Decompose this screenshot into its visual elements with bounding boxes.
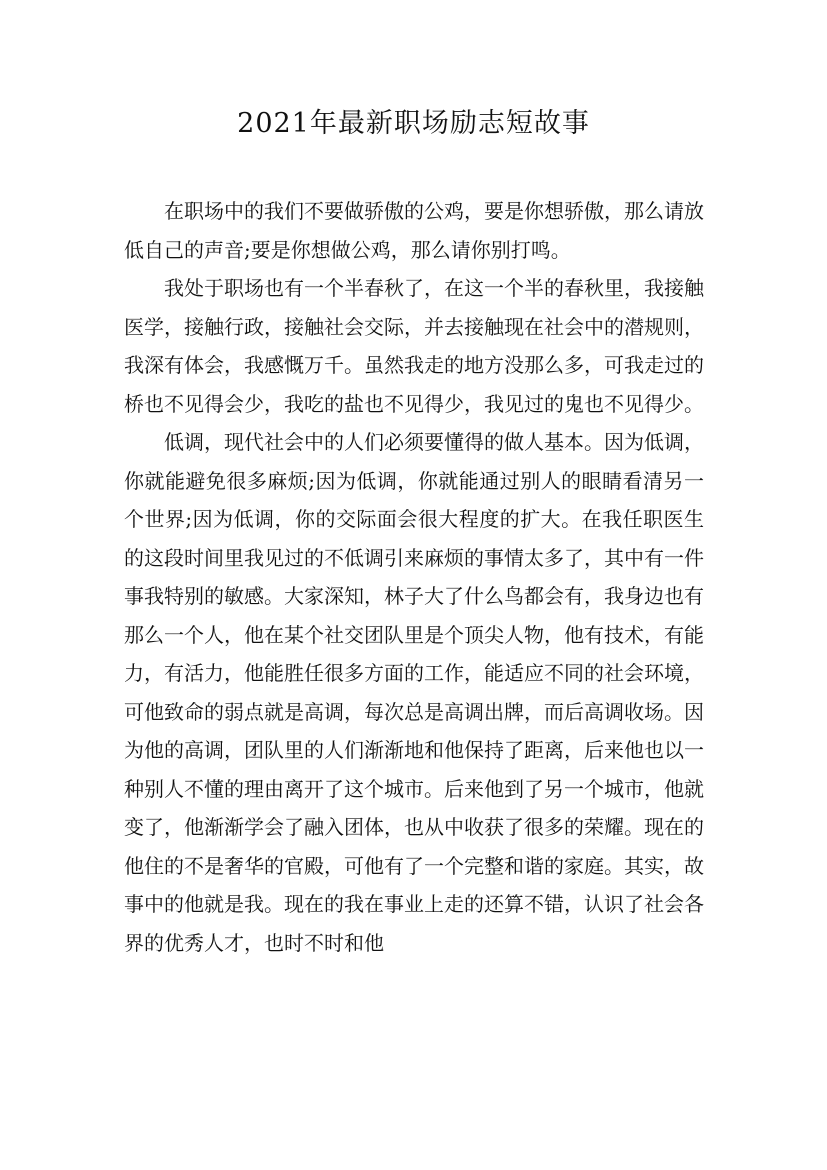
page-title: 2021年最新职场励志短故事 [237,108,590,139]
article-body [124,192,704,962]
paragraph: 低调，现代社会中的人们必须要懂得的做人基本。因为低调，你就能避免很多麻烦;因为低调，你就能通过别人的眼睛看清另一个世界;因为低调，你的交际面会很大程度的扩大。在我任职医生的这段时间里我见过的不低调引来麻烦的事情太多了，其中有一件事我特别的敏感。大家深知，林子大了什么鸟都会有，我身边也有那么一个人，他在某个社交团队里是个顶尖人物，他有技术，有能力，有活力，他能胜任很多方面的工作，能适应不同的社会环境，可他致命的弱点就是高调，每次总是高调出牌，而后高调收场。因为他的高调，团队里的人们渐渐地和他保持了距离，后来他也以一种别人不懂的理由离开了这个城市。后来他到了另一个城市，他就变了，他渐渐学会了融入团体，也从中收获了很多的荣耀。现在的他住的不是奢华的官殿，可他有了一个完整和谐的家庭。其实，故事中的他就是我。现在的我在事业上走的还算不错，认识了社会各界的优秀人才，也时不时和他 [124,430,704,955]
paragraph: 我处于职场也有一个半春秋了，在这一个半的春秋里，我接触医学，接触行政，接触社会交际，并去接触现在社会中的潜规则，我深有体会，我感慨万千。虽然我走的地方没那么多，可我走过的桥也不见得会少，我吃的盐也不见得少，我见过的鬼也不见得少。 [124,276,704,416]
paragraph: 在职场中的我们不要做骄傲的公鸡，要是你想骄傲，那么请放低自己的声音;要是你想做公鸡，那么请你别打鸣。 [124,199,704,262]
